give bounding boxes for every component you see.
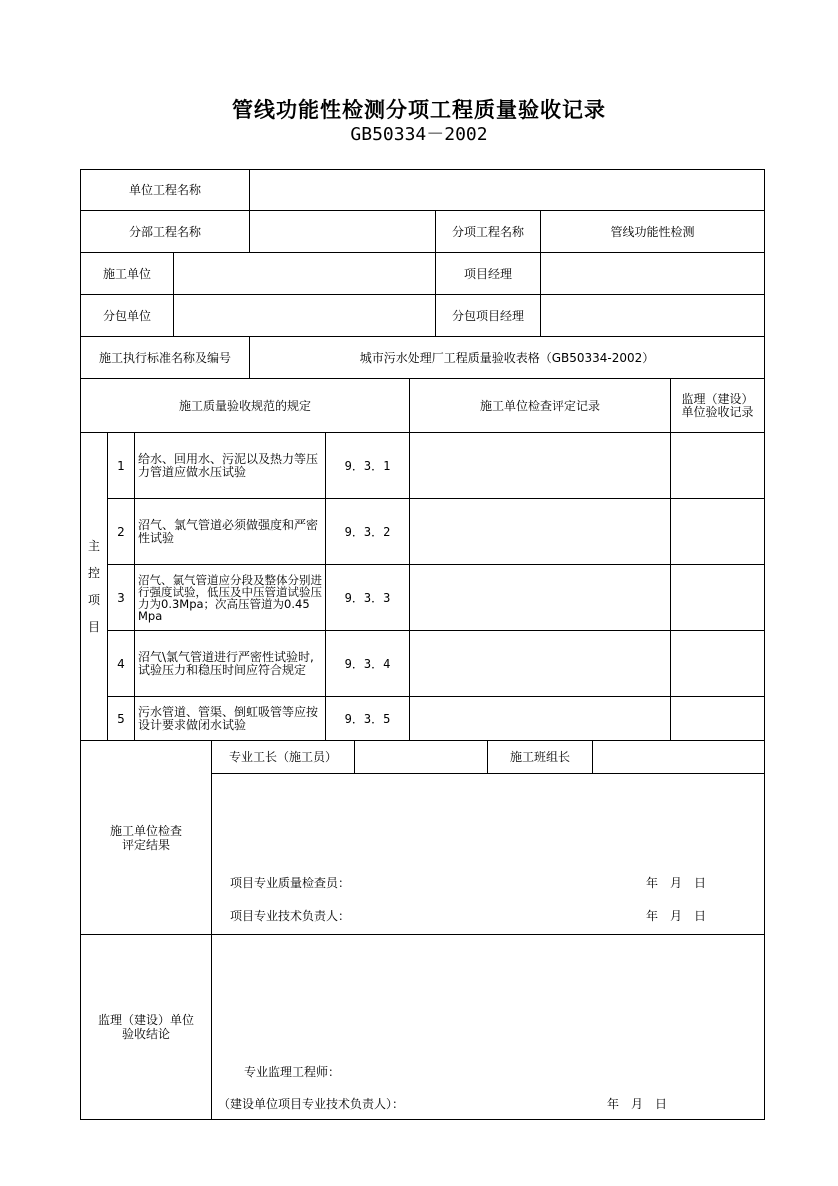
division-project-name-field[interactable]: [250, 211, 435, 252]
page-title: 管线功能性检测分项工程质量验收记录: [232, 98, 606, 122]
item-supervision-record[interactable]: [671, 697, 764, 740]
item-requirement: 污水管道、管渠、倒虹吸管等应按设计要求做闭水试验: [138, 704, 319, 732]
unit-project-name-field[interactable]: [250, 170, 764, 210]
standard-label: 施工执行标准名称及编号: [98, 350, 231, 365]
division-project-name-label: 分部工程名称: [128, 224, 201, 239]
item-clause: 9．3．4: [344, 656, 391, 671]
subcontract-unit-field[interactable]: [174, 295, 435, 336]
item-number: 5: [117, 711, 125, 726]
foreman-field[interactable]: [355, 741, 487, 773]
team-leader-field[interactable]: [593, 741, 764, 773]
construction-unit-label: 施工单位: [102, 266, 151, 281]
supervision-engineer-label: 专业监理工程师：: [244, 1065, 341, 1079]
item-number: 3: [117, 590, 125, 605]
subcontract-unit-label: 分包单位: [102, 308, 151, 323]
item-number: 2: [117, 524, 125, 539]
item-requirement: 沼气\氯气管道进行严密性试验时,试验压力和稳压时间应符合规定: [138, 649, 314, 677]
item-requirement: 给水、回用水、污泥以及热力等压力管道应做水压试验: [138, 451, 319, 479]
main-control-label: 主 控 项 目: [87, 538, 100, 634]
date-field[interactable]: 年 月 日: [607, 1097, 668, 1111]
spec-column-header: 施工质量验收规范的规定: [178, 398, 311, 413]
unit-project-name-label: 单位工程名称: [128, 183, 201, 197]
item-clause: 9．3．2: [344, 524, 391, 539]
quality-inspector-label: 项目专业质量检查员：: [230, 876, 351, 890]
item-clause: 9．3．3: [344, 590, 391, 605]
check-result-label: 施工单位检查 评定结果: [109, 823, 182, 852]
supervision-result-label: 监理（建设）单位 验收结论: [97, 1013, 194, 1041]
item-clause: 9．3．5: [344, 711, 391, 726]
project-manager-label: 项目经理: [463, 266, 512, 281]
supervision-column-header: 监理（建设） 单位验收记录: [681, 391, 754, 419]
item-check-record[interactable]: [410, 631, 670, 696]
date-field[interactable]: 年 月 日: [646, 876, 707, 890]
subcontract-manager-label: 分包项目经理: [451, 308, 524, 323]
subcontract-manager-field[interactable]: [541, 295, 764, 336]
item-supervision-record[interactable]: [671, 499, 764, 564]
check-column-header: 施工单位检查评定记录: [479, 398, 600, 413]
item-clause: 9．3．1: [344, 458, 391, 473]
item-number: 1: [117, 458, 125, 473]
item-check-record[interactable]: [410, 433, 670, 498]
tech-leader-label: 项目专业技术负责人：: [230, 909, 351, 923]
item-check-record[interactable]: [410, 565, 670, 630]
subitem-project-name-label: 分项工程名称: [451, 224, 524, 239]
construction-unit-field[interactable]: [174, 253, 435, 294]
standard-code-subtitle: GB50334－2002: [350, 124, 488, 145]
item-check-record[interactable]: [410, 697, 670, 740]
team-leader-label: 施工班组长: [509, 750, 570, 764]
item-supervision-record[interactable]: [671, 433, 764, 498]
project-manager-field[interactable]: [541, 253, 764, 294]
item-supervision-record[interactable]: [671, 565, 764, 630]
item-supervision-record[interactable]: [671, 631, 764, 696]
date-field[interactable]: 年 月 日: [646, 909, 707, 923]
foreman-label: 专业工长（施工员）: [228, 750, 337, 764]
item-number: 4: [117, 656, 125, 671]
item-check-record[interactable]: [410, 499, 670, 564]
item-requirement: 沼气、氯气管道应分段及整体分别进行强度试验，低压及中压管道试验压力为0.3Mpa；次高压管道为0.45 Mpa: [138, 572, 322, 623]
standard-field[interactable]: 城市污水处理厂工程质量验收表格（GB50334-2002）: [359, 350, 655, 365]
subitem-project-name-field[interactable]: 管线功能性检测: [610, 224, 695, 239]
owner-tech-leader-label: （建设单位项目专业技术负责人）：: [218, 1097, 405, 1111]
item-requirement: 沼气、氯气管道必须做强度和严密性试验: [138, 517, 319, 545]
